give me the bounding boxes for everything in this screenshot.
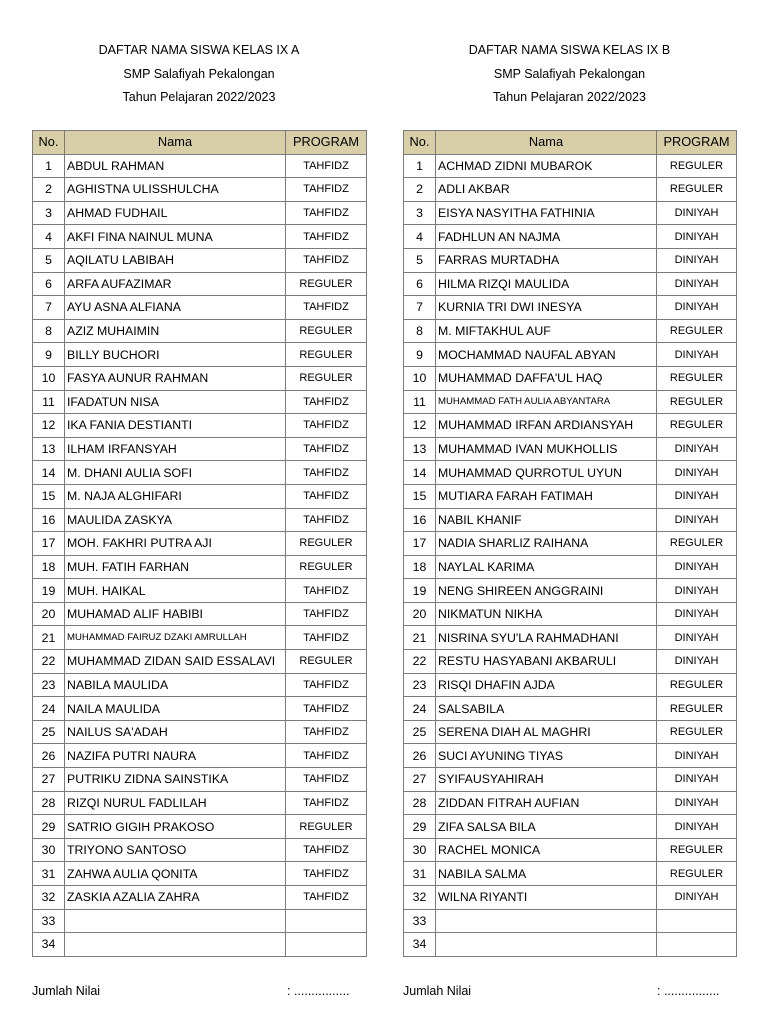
row-number: 23: [404, 673, 436, 697]
program-value: TAHFIDZ: [286, 744, 367, 768]
student-name: BILLY BUCHORI: [65, 343, 286, 367]
jumlah-nilai-label: Jumlah Nilai: [32, 984, 101, 998]
program-value: REGULER: [657, 532, 737, 556]
student-name: MOH. FAKHRI PUTRA AJI: [65, 532, 286, 556]
student-name: RACHEL MONICA: [436, 838, 657, 862]
row-number: 13: [33, 437, 65, 461]
program-value: DINIYAH: [657, 343, 737, 367]
student-name: [436, 909, 657, 933]
table-row: [404, 768, 737, 792]
table-row: [33, 508, 367, 532]
row-number: 29: [33, 815, 65, 839]
table-row: [404, 178, 737, 202]
student-name: IKA FANIA DESTIANTI: [65, 414, 286, 438]
student-name: AHMAD FUDHAIL: [65, 201, 286, 225]
student-name: [65, 909, 286, 933]
program-value: TAHFIDZ: [286, 602, 367, 626]
student-name: AYU ASNA ALFIANA: [65, 296, 286, 320]
header-no: No.: [404, 131, 436, 155]
program-value: DINIYAH: [657, 437, 737, 461]
row-number: 4: [33, 225, 65, 249]
table-row: [33, 838, 367, 862]
student-name: MUTIARA FARAH FATIMAH: [436, 484, 657, 508]
student-name: NAZIFA PUTRI NAURA: [65, 744, 286, 768]
row-number: 10: [404, 366, 436, 390]
table-row: [404, 390, 737, 414]
program-value: TAHFIDZ: [286, 437, 367, 461]
student-name: WILNA RIYANTI: [436, 886, 657, 910]
program-value: REGULER: [657, 178, 737, 202]
program-value: TAHFIDZ: [286, 484, 367, 508]
student-name: MAULIDA ZASKYA: [65, 508, 286, 532]
program-value: DINIYAH: [657, 626, 737, 650]
row-number: 21: [33, 626, 65, 650]
student-name: NAILA MAULIDA: [65, 697, 286, 721]
table-row: [33, 461, 367, 485]
table-row: [33, 437, 367, 461]
student-name: NAILUS SA'ADAH: [65, 720, 286, 744]
program-value: TAHFIDZ: [286, 508, 367, 532]
student-name: NAYLAL KARIMA: [436, 555, 657, 579]
program-value: [657, 933, 737, 957]
row-number: 33: [404, 909, 436, 933]
table-row: [404, 248, 737, 272]
row-number: 8: [404, 319, 436, 343]
table-row: [404, 225, 737, 249]
student-name: NABIL KHANIF: [436, 508, 657, 532]
table-row: [404, 791, 737, 815]
program-value: REGULER: [286, 815, 367, 839]
table-header-row: [33, 131, 367, 155]
table-row: [33, 815, 367, 839]
table-row: [33, 555, 367, 579]
header-program: PROGRAM: [657, 131, 737, 155]
table-row: [33, 791, 367, 815]
row-number: 1: [404, 154, 436, 178]
student-name: [436, 933, 657, 957]
row-number: 3: [33, 201, 65, 225]
jumlah-nilai-value: : ................: [657, 984, 720, 998]
table-row: [33, 673, 367, 697]
program-value: REGULER: [286, 272, 367, 296]
program-value: TAHFIDZ: [286, 579, 367, 603]
student-name: SALSABILA: [436, 697, 657, 721]
table-row: [404, 414, 737, 438]
program-value: TAHFIDZ: [286, 414, 367, 438]
student-name: MUHAMAD ALIF HABIBI: [65, 602, 286, 626]
table-row: [33, 933, 367, 957]
row-number: 33: [33, 909, 65, 933]
student-name: NABILA SALMA: [436, 862, 657, 886]
row-number: 14: [404, 461, 436, 485]
jumlah-nilai-value: : ................: [287, 984, 350, 998]
row-number: 22: [33, 650, 65, 674]
table-row: [33, 319, 367, 343]
student-name: NISRINA SYU'LA RAHMADHANI: [436, 626, 657, 650]
row-number: 8: [33, 319, 65, 343]
program-value: DINIYAH: [657, 508, 737, 532]
table-row: [33, 296, 367, 320]
student-name: SUCI AYUNING TIYAS: [436, 744, 657, 768]
row-number: 14: [33, 461, 65, 485]
program-value: TAHFIDZ: [286, 626, 367, 650]
table-row: [404, 201, 737, 225]
program-value: REGULER: [286, 555, 367, 579]
student-name: ILHAM IRFANSYAH: [65, 437, 286, 461]
row-number: 26: [404, 744, 436, 768]
table-row: [33, 272, 367, 296]
student-name: SATRIO GIGIH PRAKOSO: [65, 815, 286, 839]
row-number: 11: [33, 390, 65, 414]
table-row: [33, 579, 367, 603]
row-number: 25: [33, 720, 65, 744]
student-name: M. NAJA ALGHIFARI: [65, 484, 286, 508]
table-row: [33, 366, 367, 390]
program-value: REGULER: [657, 319, 737, 343]
program-value: DINIYAH: [657, 225, 737, 249]
row-number: 32: [33, 886, 65, 910]
student-name: RIZQI NURUL FADLILAH: [65, 791, 286, 815]
table-row: [404, 343, 737, 367]
table-row: [404, 461, 737, 485]
table-row: [404, 720, 737, 744]
program-value: TAHFIDZ: [286, 886, 367, 910]
program-value: TAHFIDZ: [286, 768, 367, 792]
student-name: AZIZ MUHAIMIN: [65, 319, 286, 343]
header-nama: Nama: [436, 131, 657, 155]
table-row: [33, 225, 367, 249]
table-row: [404, 532, 737, 556]
table-row: [33, 697, 367, 721]
program-value: TAHFIDZ: [286, 791, 367, 815]
program-value: TAHFIDZ: [286, 225, 367, 249]
row-number: 28: [404, 791, 436, 815]
row-number: 20: [404, 602, 436, 626]
student-name: PUTRIKU ZIDNA SAINSTIKA: [65, 768, 286, 792]
row-number: 23: [33, 673, 65, 697]
student-name: M. DHANI AULIA SOFI: [65, 461, 286, 485]
table-row: [33, 909, 367, 933]
row-number: 34: [404, 933, 436, 957]
row-number: 6: [404, 272, 436, 296]
student-name: MUH. HAIKAL: [65, 579, 286, 603]
student-name: KURNIA TRI DWI INESYA: [436, 296, 657, 320]
jumlah-nilai-label: Jumlah Nilai: [403, 984, 472, 998]
program-value: TAHFIDZ: [286, 720, 367, 744]
academic-year: Tahun Pelajaran 2022/2023: [122, 90, 276, 104]
program-value: [286, 933, 367, 957]
student-name: NIKMATUN NIKHA: [436, 602, 657, 626]
program-value: REGULER: [657, 720, 737, 744]
row-number: 5: [33, 248, 65, 272]
row-number: 3: [404, 201, 436, 225]
table-header-row: [404, 131, 737, 155]
row-number: 18: [404, 555, 436, 579]
table-row: [404, 886, 737, 910]
program-value: DINIYAH: [657, 461, 737, 485]
row-number: 11: [404, 390, 436, 414]
student-name: NABILA MAULIDA: [65, 673, 286, 697]
row-number: 28: [33, 791, 65, 815]
table-row: [33, 201, 367, 225]
table-row: [404, 484, 737, 508]
list-title: DAFTAR NAMA SISWA KELAS IX A: [98, 43, 300, 57]
table-row: [404, 602, 737, 626]
program-value: DINIYAH: [657, 248, 737, 272]
table-row: [33, 768, 367, 792]
table-row: [33, 626, 367, 650]
program-value: REGULER: [657, 154, 737, 178]
program-value: DINIYAH: [657, 768, 737, 792]
student-name: AGHISTNA ULISSHULCHA: [65, 178, 286, 202]
program-value: DINIYAH: [657, 296, 737, 320]
program-value: TAHFIDZ: [286, 697, 367, 721]
program-value: TAHFIDZ: [286, 461, 367, 485]
student-name: ZIDDAN FITRAH AUFIAN: [436, 791, 657, 815]
student-name: ZAHWA AULIA QONITA: [65, 862, 286, 886]
table-row: [404, 272, 737, 296]
table-row: [404, 508, 737, 532]
program-value: REGULER: [286, 650, 367, 674]
row-number: 27: [33, 768, 65, 792]
table-row: [404, 626, 737, 650]
table-row: [33, 178, 367, 202]
program-value: DINIYAH: [657, 791, 737, 815]
table-row: [33, 390, 367, 414]
student-name: FASYA AUNUR RAHMAN: [65, 366, 286, 390]
row-number: 12: [404, 414, 436, 438]
table-row: [404, 579, 737, 603]
row-number: 21: [404, 626, 436, 650]
row-number: 30: [33, 838, 65, 862]
program-value: DINIYAH: [657, 815, 737, 839]
table-row: [404, 815, 737, 839]
student-name: NENG SHIREEN ANGGRAINI: [436, 579, 657, 603]
school-name: SMP Salafiyah Pekalongan: [493, 67, 646, 81]
student-name: MOCHAMMAD NAUFAL ABYAN: [436, 343, 657, 367]
table-row: [33, 343, 367, 367]
student-name: AQILATU LABIBAH: [65, 248, 286, 272]
student-name: RISQI DHAFIN AJDA: [436, 673, 657, 697]
table-row: [33, 744, 367, 768]
row-number: 26: [33, 744, 65, 768]
program-value: TAHFIDZ: [286, 296, 367, 320]
table-row: [33, 862, 367, 886]
row-number: 30: [404, 838, 436, 862]
student-name: FARRAS MURTADHA: [436, 248, 657, 272]
program-value: REGULER: [286, 319, 367, 343]
program-value: TAHFIDZ: [286, 838, 367, 862]
student-name: M. MIFTAKHUL AUF: [436, 319, 657, 343]
table-row: [404, 838, 737, 862]
program-value: TAHFIDZ: [286, 390, 367, 414]
student-name: MUHAMMAD QURROTUL UYUN: [436, 461, 657, 485]
student-name: MUHAMMAD IVAN MUKHOLLIS: [436, 437, 657, 461]
student-name: ADLI AKBAR: [436, 178, 657, 202]
table-row: [404, 744, 737, 768]
table-row: [404, 673, 737, 697]
student-name: MUHAMMAD FAIRUZ DZAKI AMRULLAH: [65, 626, 286, 650]
student-name: MUH. FATIH FARHAN: [65, 555, 286, 579]
row-number: 31: [33, 862, 65, 886]
program-value: TAHFIDZ: [286, 201, 367, 225]
program-value: TAHFIDZ: [286, 178, 367, 202]
row-number: 13: [404, 437, 436, 461]
header-no: No.: [33, 131, 65, 155]
row-number: 25: [404, 720, 436, 744]
table-row: [33, 484, 367, 508]
row-number: 27: [404, 768, 436, 792]
row-number: 2: [404, 178, 436, 202]
program-value: DINIYAH: [657, 201, 737, 225]
row-number: 20: [33, 602, 65, 626]
program-value: REGULER: [286, 366, 367, 390]
program-value: TAHFIDZ: [286, 862, 367, 886]
student-name: MUHAMMAD FATH AULIA ABYANTARA: [436, 390, 657, 414]
table-row: [404, 650, 737, 674]
row-number: 17: [404, 532, 436, 556]
student-name: MUHAMMAD IRFAN ARDIANSYAH: [436, 414, 657, 438]
row-number: 31: [404, 862, 436, 886]
student-name: HILMA RIZQI MAULIDA: [436, 272, 657, 296]
row-number: 18: [33, 555, 65, 579]
program-value: DINIYAH: [657, 484, 737, 508]
row-number: 16: [404, 508, 436, 532]
table-row: [404, 697, 737, 721]
table-row: [404, 296, 737, 320]
table-row: [33, 154, 367, 178]
program-value: REGULER: [657, 366, 737, 390]
program-value: REGULER: [286, 343, 367, 367]
academic-year: Tahun Pelajaran 2022/2023: [493, 90, 646, 104]
student-name: FADHLUN AN NAJMA: [436, 225, 657, 249]
table-row: [33, 248, 367, 272]
student-name: SERENA DIAH AL MAGHRI: [436, 720, 657, 744]
row-number: 2: [33, 178, 65, 202]
program-value: TAHFIDZ: [286, 673, 367, 697]
student-name: RESTU HASYABANI AKBARULI: [436, 650, 657, 674]
program-value: DINIYAH: [657, 555, 737, 579]
student-name: NADIA SHARLIZ RAIHANA: [436, 532, 657, 556]
program-value: DINIYAH: [657, 886, 737, 910]
student-name: AKFI FINA NAINUL MUNA: [65, 225, 286, 249]
student-name: ARFA AUFAZIMAR: [65, 272, 286, 296]
row-number: 16: [33, 508, 65, 532]
program-value: DINIYAH: [657, 579, 737, 603]
program-value: REGULER: [657, 390, 737, 414]
row-number: 22: [404, 650, 436, 674]
program-value: REGULER: [657, 862, 737, 886]
student-table-ix-b: [403, 130, 737, 957]
program-value: REGULER: [657, 673, 737, 697]
student-name: TRIYONO SANTOSO: [65, 838, 286, 862]
table-row: [33, 650, 367, 674]
student-name: ZASKIA AZALIA ZAHRA: [65, 886, 286, 910]
row-number: 32: [404, 886, 436, 910]
table-row: [404, 366, 737, 390]
row-number: 6: [33, 272, 65, 296]
table-row: [33, 414, 367, 438]
row-number: 17: [33, 532, 65, 556]
student-name: EISYA NASYITHA FATHINIA: [436, 201, 657, 225]
student-name: IFADATUN NISA: [65, 390, 286, 414]
program-value: DINIYAH: [657, 602, 737, 626]
student-name: MUHAMMAD ZIDAN SAID ESSALAVI: [65, 650, 286, 674]
header-nama: Nama: [65, 131, 286, 155]
row-number: 12: [33, 414, 65, 438]
program-value: TAHFIDZ: [286, 248, 367, 272]
row-number: 7: [404, 296, 436, 320]
table-row: [33, 532, 367, 556]
row-number: 10: [33, 366, 65, 390]
program-value: TAHFIDZ: [286, 154, 367, 178]
row-number: 1: [33, 154, 65, 178]
table-row: [404, 862, 737, 886]
program-value: [286, 909, 367, 933]
student-name: [65, 933, 286, 957]
program-value: REGULER: [657, 838, 737, 862]
school-name: SMP Salafiyah Pekalongan: [123, 67, 275, 81]
row-number: 5: [404, 248, 436, 272]
row-number: 19: [33, 579, 65, 603]
table-row: [33, 720, 367, 744]
table-row: [404, 437, 737, 461]
student-table-ix-a: [32, 130, 367, 957]
program-value: DINIYAH: [657, 650, 737, 674]
student-name: ABDUL RAHMAN: [65, 154, 286, 178]
student-name: ZIFA SALSA BILA: [436, 815, 657, 839]
row-number: 34: [33, 933, 65, 957]
row-number: 4: [404, 225, 436, 249]
student-name: MUHAMMAD DAFFA'UL HAQ: [436, 366, 657, 390]
program-value: DINIYAH: [657, 272, 737, 296]
table-row: [404, 319, 737, 343]
row-number: 15: [404, 484, 436, 508]
row-number: 24: [404, 697, 436, 721]
program-value: REGULER: [657, 697, 737, 721]
row-number: 19: [404, 579, 436, 603]
table-row: [33, 602, 367, 626]
student-name: SYIFAUSYAHIRAH: [436, 768, 657, 792]
row-number: 7: [33, 296, 65, 320]
row-number: 9: [404, 343, 436, 367]
list-title: DAFTAR NAMA SISWA KELAS IX B: [468, 43, 671, 57]
table-row: [404, 555, 737, 579]
row-number: 24: [33, 697, 65, 721]
table-row: [404, 154, 737, 178]
row-number: 9: [33, 343, 65, 367]
table-row: [33, 886, 367, 910]
program-value: DINIYAH: [657, 744, 737, 768]
row-number: 15: [33, 484, 65, 508]
table-row: [404, 909, 737, 933]
row-number: 29: [404, 815, 436, 839]
program-value: REGULER: [657, 414, 737, 438]
student-name: ACHMAD ZIDNI MUBAROK: [436, 154, 657, 178]
table-row: [404, 933, 737, 957]
program-value: [657, 909, 737, 933]
header-program: PROGRAM: [286, 131, 367, 155]
program-value: REGULER: [286, 532, 367, 556]
